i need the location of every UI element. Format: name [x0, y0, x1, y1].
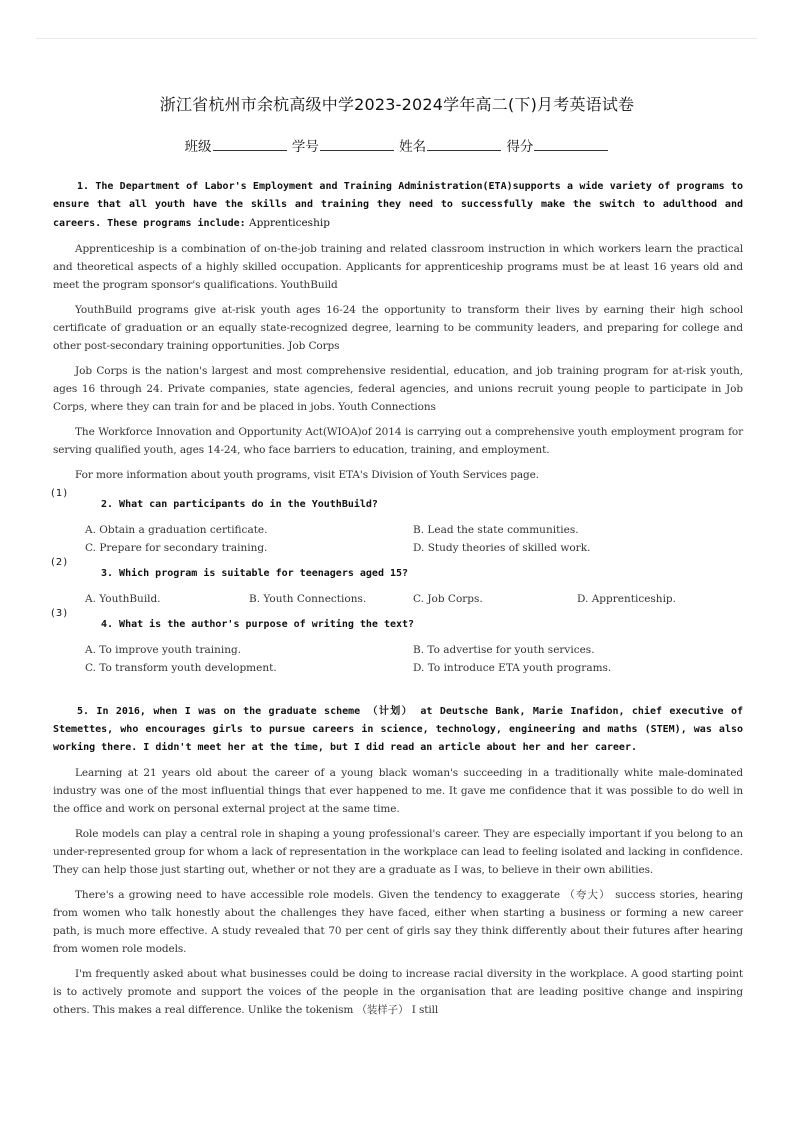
question-gap	[53, 677, 743, 703]
option-c[interactable]: C. To transform youth development.	[85, 662, 277, 674]
question-1-stem	[53, 178, 743, 233]
score-blank[interactable]	[534, 138, 608, 151]
sub-question-stem: 2. What can participants do in the YouthBuild?	[101, 499, 378, 510]
page-title: 浙江省杭州市余杭高级中学2023-2024学年高二(下)月考英语试卷	[159, 95, 635, 114]
id-blank[interactable]	[320, 138, 394, 151]
option-c[interactable]: C. Job Corps.	[413, 593, 483, 605]
student-info-line	[0, 135, 794, 155]
option-a[interactable]: A. To improve youth training.	[85, 644, 242, 656]
sub-question-1	[51, 488, 743, 557]
class-blank[interactable]	[213, 138, 287, 151]
name-blank[interactable]	[427, 138, 501, 151]
info-label-name: 姓名	[399, 139, 427, 155]
option-a[interactable]: A. YouthBuild.	[85, 593, 161, 605]
passage-paragraph: Apprenticeship is a combination of on-the-job training and related classroom instruction in which workers learn the practical and theoretical aspects of a highly skilled occupation. Applicants for apprenticeship programs must be at least 16 years old and meet the program sponsor's qualifications. YouthBuild	[53, 243, 743, 291]
option-b[interactable]: B. Youth Connections.	[249, 593, 367, 605]
sub-question-2	[51, 557, 743, 608]
option-c[interactable]: C. Prepare for secondary training.	[85, 542, 268, 554]
passage-paragraph: There's a growing need to have accessible role models. Given the tendency to exaggerate （夸大） success stories, hearing from women who talk honestly about the challenges they have faced, either when starting a business or forming a new career path, is much more effective. A study revealed that 70 per cent of girls say they think differently about their futures after hearing from women role models.	[53, 889, 743, 955]
sub-question-number: (2)	[51, 557, 69, 568]
info-label-id: 学号	[291, 139, 319, 155]
question-5-stem: 5. In 2016, when I was on the graduate scheme （计划） at Deutsche Bank, Marie Inafidon, chief executive of Stemettes, who encourages girls to pursue careers in science, technology, engineering and maths (STEM), was also working there. I didn't meet her at the time, but I did read an article about her and her career.	[53, 706, 743, 753]
passage-paragraph: For more information about youth programs, visit ETA's Division of Youth Services page.	[75, 469, 540, 481]
option-d[interactable]: D. Study theories of skilled work.	[413, 542, 591, 554]
passage-paragraph: The Workforce Innovation and Opportunity Act(WIOA)of 2014 is carrying out a comprehensive youth employment program for serving qualified youth, ages 14-24, who face barriers to education, training, and employment.	[53, 426, 743, 456]
passage-paragraph: Learning at 21 years old about the career of a young black woman's succeeding in a traditionally white male-dominated industry was one of the most influential things that ever happened to me. It gave me confidence that it was possible to do well in the office and work on personal external project at the same time.	[53, 767, 743, 815]
passage-paragraph: Job Corps is the nation's largest and most comprehensive residential, education, and job training program for at-risk youth, ages 16 through 24. Private companies, state agencies, federal agencies, and unions recruit young people to participate in Job Corps, where they can train for and be placed in jobs. Youth Connections	[53, 365, 743, 413]
option-b[interactable]: B. Lead the state communities.	[413, 524, 579, 536]
options	[85, 521, 743, 557]
question-1-stem-tail: Apprenticeship	[245, 217, 330, 229]
sub-question-stem: 3. Which program is suitable for teenagers aged 15?	[101, 568, 409, 579]
sub-question-3	[51, 608, 743, 677]
options	[85, 641, 743, 677]
question-1-stem-text: 1. The Department of Labor's Employment and Training Administration(ETA)supports a wide variety of programs to ensure that all youth have the skills and training they need to successfully make the switch to adulthood and careers. These programs include:	[53, 181, 743, 229]
passage-paragraph: YouthBuild programs give at-risk youth ages 16-24 the opportunity to transform their lives by earning their high school certificate of graduation or an equally state-recognized degree, learning to be community leaders, and preparing for college and other post-secondary training opportunities. Job Corps	[53, 304, 743, 352]
passage-paragraph: I'm frequently asked about what businesses could be doing to increase racial diversity in the workplace. A good starting point is to actively promote and support the voices of the people in the organisation that are leading positive change and inspiring others. This makes a real difference. Unlike the tokenism （装样子） I still	[53, 968, 743, 1016]
passage-paragraph: Role models can play a central role in shaping a young professional's career. They are especially important if you belong to an under-represented group for whom a lack of representation in the workplace can lead to feeling isolated and lacking in confidence. They can help those just starting out, whether or not they are a graduate as I was, to believe in their own abilities.	[53, 828, 743, 876]
sub-question-number: (3)	[51, 608, 69, 619]
option-d[interactable]: D. Apprenticeship.	[577, 593, 676, 605]
option-d[interactable]: D. To introduce ETA youth programs.	[413, 662, 612, 674]
option-b[interactable]: B. To advertise for youth services.	[413, 644, 595, 656]
exam-content	[53, 178, 743, 1019]
sub-question-stem: 4. What is the author's purpose of writing the text?	[101, 619, 415, 630]
top-divider	[36, 38, 758, 39]
info-label-score: 得分	[506, 139, 534, 155]
options	[85, 590, 743, 608]
sub-question-number: (1)	[51, 488, 69, 499]
option-a[interactable]: A. Obtain a graduation certificate.	[85, 524, 268, 536]
info-label-class: 班级	[184, 139, 212, 155]
